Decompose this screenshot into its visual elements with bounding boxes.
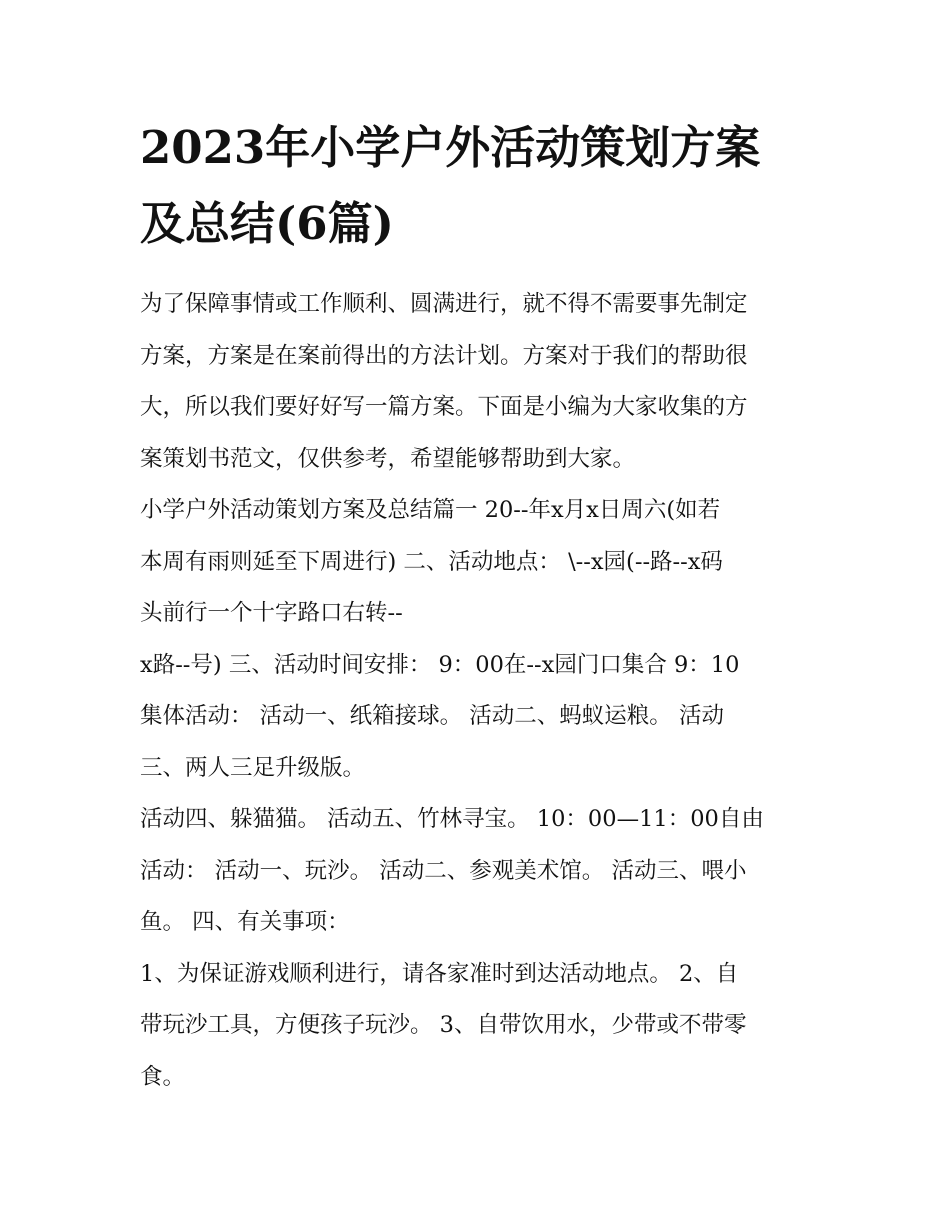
text-line: 本周有雨则延至下周进行) 二、活动地点： \--x园(--路--x码 (140, 548, 723, 575)
text-line: 三、两人三足升级版。 (140, 754, 366, 781)
text-line: 方案，方案是在案前得出的方法计划。方案对于我们的帮助很 (140, 342, 748, 369)
text-line: x路--号) 三、活动时间安排： 9：00在--x园门口集合 9：10 (140, 651, 740, 678)
text-line: 集体活动： 活动一、纸箱接球。 活动二、蚂蚁运粮。 活动 (140, 703, 724, 729)
text-line: 1、为保证游戏顺利进行，请各家准时到达活动地点。 2、自 (140, 960, 739, 987)
text-line: 活动： 活动一、玩沙。 活动二、参观美术馆。 活动三、喂小 (140, 857, 747, 884)
document-title (140, 110, 815, 262)
text-line: 鱼。 四、有关事项： (140, 909, 350, 935)
notes-paragraph (140, 949, 815, 1104)
text-line: 头前行一个十字路口右转-- (140, 600, 403, 626)
text-line: 大，所以我们要好好写一篇方案。下面是小编为大家收集的方 (140, 394, 748, 420)
title-line: 及总结(6篇) (140, 197, 394, 250)
title-line: 2023年小学户外活动策划方案 (140, 121, 761, 174)
text-line: 小学户外活动策划方案及总结篇一 20--年x月x日周六(如若 (140, 497, 721, 523)
plan-paragraph-3 (140, 794, 815, 949)
text-line: 活动四、躲猫猫。 活动五、竹林寻宝。 10：00—11：00自由 (140, 806, 764, 832)
text-line: 带玩沙工具，方便孩子玩沙。 3、自带饮用水，少带或不带零 (140, 1012, 747, 1038)
text-line: 为了保障事情或工作顺利、圆满进行，就不得不需要事先制定 (140, 291, 748, 317)
intro-paragraph (140, 279, 815, 485)
plan-paragraph-1 (140, 485, 815, 640)
document-content (140, 110, 815, 1103)
plan-paragraph-2 (140, 640, 815, 795)
text-line: 案策划书范文，仅供参考，希望能够帮助到大家。 (140, 445, 636, 472)
text-line: 食。 (140, 1063, 186, 1090)
